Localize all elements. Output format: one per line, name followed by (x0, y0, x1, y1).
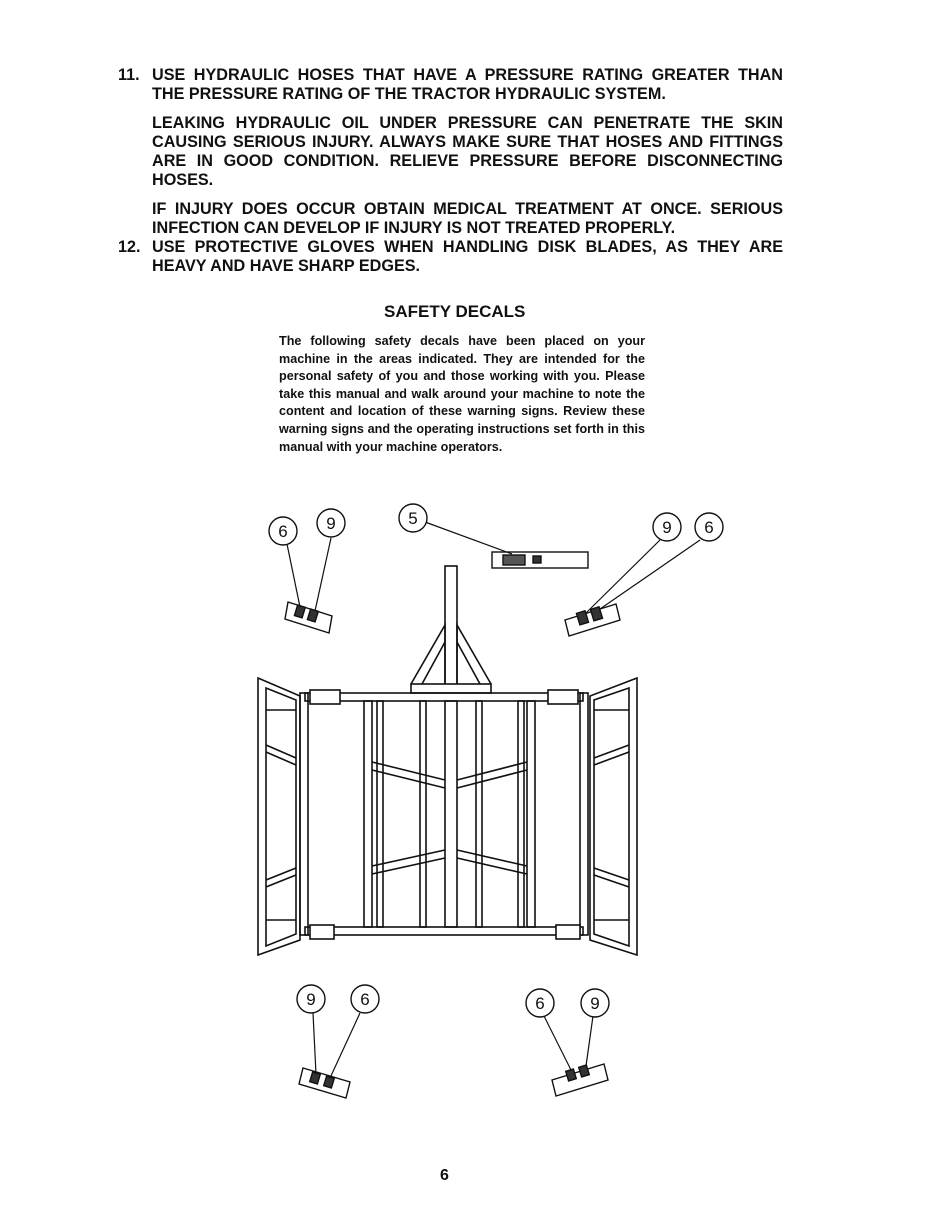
callout-label: 6 (278, 522, 288, 541)
decal-part-top-center (492, 552, 588, 568)
decal-part-bottom-right (552, 1064, 608, 1096)
safety-item-11 (118, 66, 783, 248)
callout-label: 9 (590, 994, 600, 1013)
callout-label: 9 (662, 518, 672, 537)
safety-item-12 (118, 238, 783, 286)
callout-label: 6 (704, 518, 714, 537)
callout-label: 9 (306, 990, 316, 1009)
page-number: 6 (440, 1167, 449, 1184)
right-wing-frame (590, 678, 637, 955)
decal-part-bottom-left (299, 1068, 350, 1098)
item-paragraph: LEAKING HYDRAULIC OIL UNDER PRESSURE CAN PENETRATE THE SKIN CAUSING SERIOUS INJURY. ALWAYS MAKE SURE THAT HOSES AND FITTINGS ARE IN GOOD CONDITION. RELIEVE PRESSURE BEFORE DISCONNECTING HOSES. (152, 114, 783, 189)
decal-part-top-right (565, 604, 620, 636)
section-heading: SAFETY DECALS (384, 302, 526, 321)
decal-location-diagram (0, 500, 935, 1120)
callout-label: 5 (408, 509, 418, 528)
callout-label: 6 (535, 994, 545, 1013)
intro-paragraph: The following safety decals have been placed on your machine in the areas indicated. They are intended for the personal safety of you and those working with you. Please take this manual and walk around your machine to note the content and location of these warning signs. Review these warning signs and the operating instructions set forth in this manual with your machine operators. (279, 334, 645, 454)
callout-label: 9 (326, 514, 336, 533)
item-paragraph: USE HYDRAULIC HOSES THAT HAVE A PRESSURE RATING GREATER THAN THE PRESSURE RATING OF THE TRACTOR HYDRAULIC SYSTEM. (152, 66, 783, 103)
decal-part-top-left (285, 602, 332, 633)
callout-label: 6 (360, 990, 370, 1009)
item-paragraph: IF INJURY DOES OCCUR OBTAIN MEDICAL TREATMENT AT ONCE. SERIOUS INFECTION CAN DEVELOP IF INJURY IS NOT TREATED PROPERLY. (152, 200, 783, 237)
item-paragraph: USE PROTECTIVE GLOVES WHEN HANDLING DISK BLADES, AS THEY ARE HEAVY AND HAVE SHARP EDGES. (152, 238, 783, 275)
hitch-frame (411, 566, 491, 693)
left-wing-frame (258, 678, 300, 955)
item-number: 12. (118, 238, 141, 256)
machine-frame (300, 690, 588, 939)
item-number: 11. (118, 66, 140, 84)
